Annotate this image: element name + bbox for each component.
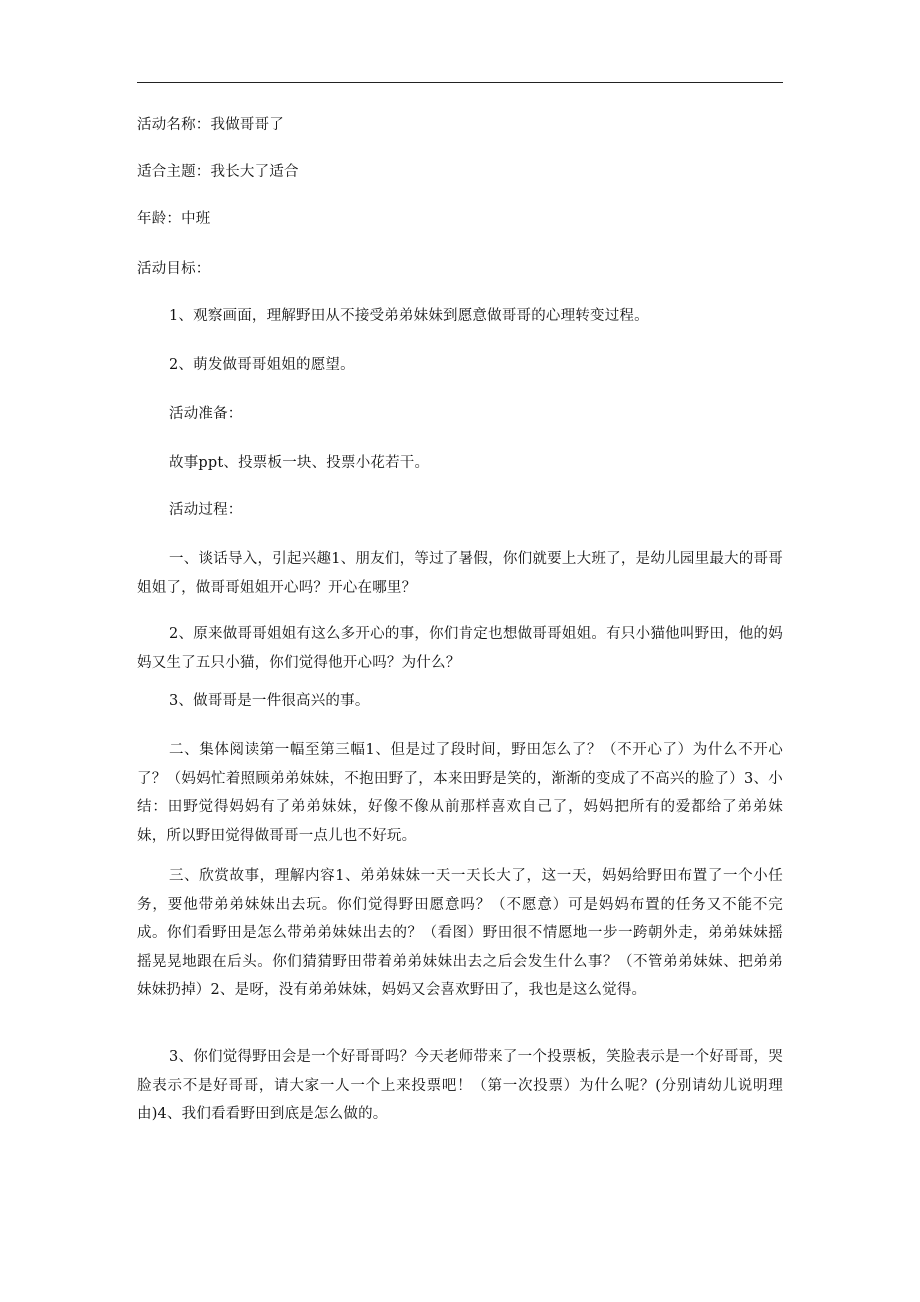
goal-1: 1、观察画面，理解野田从不接受弟弟妹妹到愿意做哥哥的心理转变过程。 — [169, 308, 649, 324]
section-three-vote: 3、你们觉得野田会是一个好哥哥吗？今天老师带来了一个投票板，笑脸表示是一个好哥哥，哭脸表示不是好哥哥，请大家一人一个上来投票吧！（第一次投票）为什么呢？(分别请幼儿说明理由)4、我们看看野田到底是怎么做的。 — [137, 1049, 783, 1122]
process-heading: 活动过程： — [169, 502, 243, 518]
activity-name: 活动名称：我做哥哥了 — [137, 117, 284, 133]
theme-line: 适合主题：我长大了适合 — [137, 164, 299, 180]
age-line: 年龄：中班 — [137, 211, 211, 227]
section-two: 二、集体阅读第一幅至第三幅1、但是过了段时间，野田怎么了？（不开心了）为什么不开心了？（妈妈忙着照顾弟弟妹妹，不抱田野了，本来田野是笑的，渐渐的变成了不高兴的脸了）3、小结：田野觉得妈妈有了弟弟妹妹，好像不像从前那样喜欢自己了，妈妈把所有的爱都给了弟弟妹妹，所以野田觉得做哥哥一点儿也不好玩。 — [137, 742, 783, 844]
prep-heading: 活动准备： — [169, 406, 243, 422]
header-rule — [137, 82, 783, 83]
goal-heading: 活动目标： — [137, 261, 211, 277]
process-step-2: 2、原来做哥哥姐姐有这么多开心的事，你们肯定也想做哥哥姐姐。有只小猫他叫野田，他的妈妈又生了五只小猫，你们觉得他开心吗？为什么？ — [137, 626, 783, 671]
process-step-1: 一、谈话导入，引起兴趣1、朋友们，等过了暑假，你们就要上大班了，是幼儿园里最大的哥哥姐姐了，做哥哥姐姐开心吗？开心在哪里？ — [137, 551, 783, 596]
goal-2: 2、萌发做哥哥姐姐的愿望。 — [169, 357, 355, 373]
prep-items: 故事ppt、投票板一块、投票小花若干。 — [169, 455, 430, 471]
process-step-3: 3、做哥哥是一件很高兴的事。 — [169, 693, 370, 709]
section-three: 三、欣赏故事，理解内容1、弟弟妹妹一天一天长大了，这一天，妈妈给野田布置了一个小任务，要他带弟弟妹妹出去玩。你们觉得野田愿意吗？（不愿意）可是妈妈布置的任务又不能不完成。你们看野田是怎么带弟弟妹妹出去的？（看图）野田很不情愿地一步一跨朝外走，弟弟妹妹摇摇晃晃地跟在后头。你们猜猜野田带着弟弟妹妹出去之后会发生什么事？（不管弟弟妹妹、把弟弟妹妹扔掉）2、是呀，没有弟弟妹妹，妈妈又会喜欢野田了，我也是这么觉得。 — [137, 868, 783, 998]
